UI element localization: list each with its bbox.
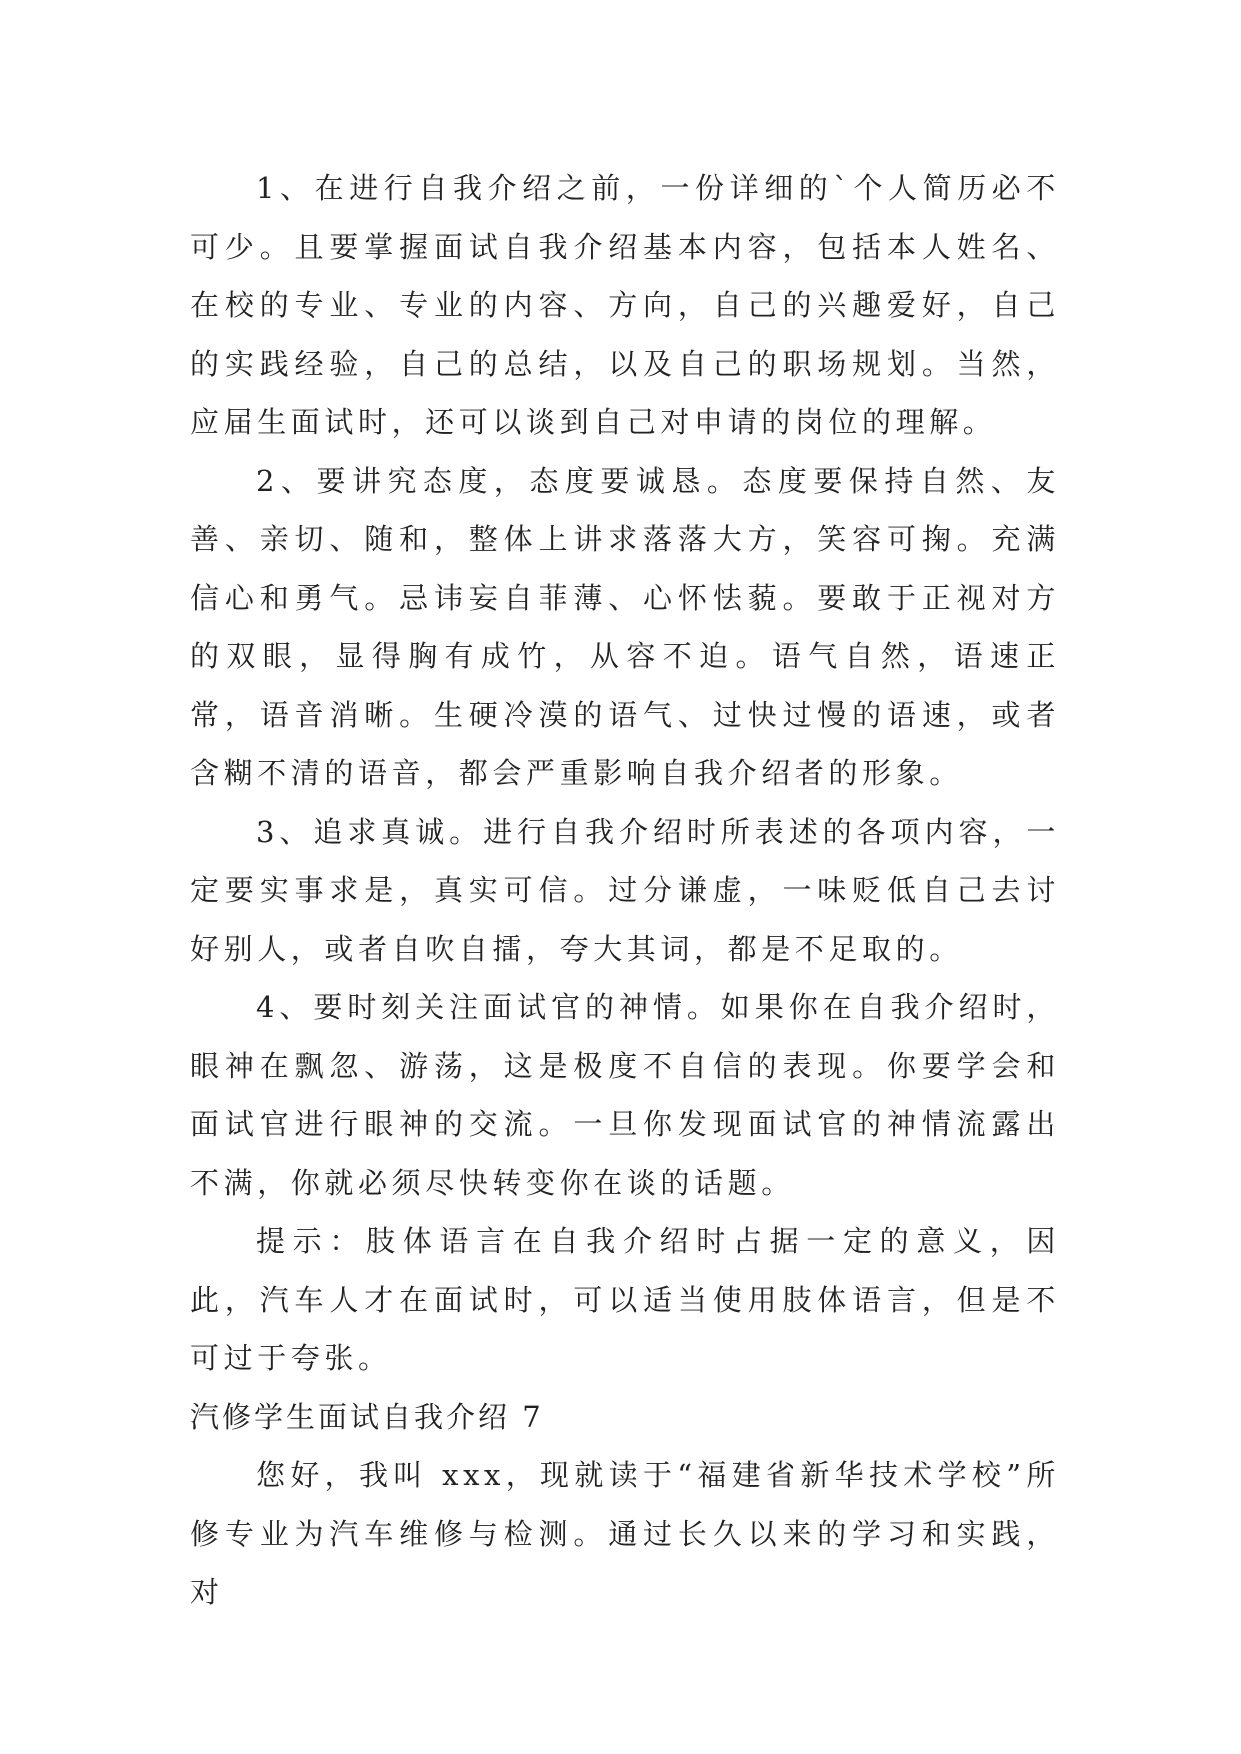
tip-paragraph: 提示：肢体语言在自我介绍时占据一定的意义，因此，汽车人才在面试时，可以适当使用肢体语言，但是不可过于夸张。	[190, 1224, 1060, 1375]
section-title: 汽修学生面试自我介绍 7	[190, 1399, 544, 1434]
document-body	[190, 159, 1060, 1622]
section-paragraph-1: 您好，我叫 xxx，现就读于“福建省新华技术学校”所修专业为汽车维修与检测。通过长久以来的学习和实践，对	[190, 1458, 1060, 1609]
paragraph-1: 1、在进行自我介绍之前，一份详细的`个人简历必不可少。且要掌握面试自我介绍基本内容，包括本人姓名、在校的专业、专业的内容、方向，自己的兴趣爱好，自己的实践经验，自己的总结，以及自己的职场规划。当然，应届生面试时，还可以谈到自己对申请的岗位的理解。	[190, 171, 1060, 439]
paragraph-3: 3、追求真诚。进行自我介绍时所表述的各项内容，一定要实事求是，真实可信。过分谦虚，一味贬低自己去讨好别人，或者自吹自擂，夸大其词，都是不足取的。	[190, 814, 1060, 966]
paragraph-2: 2、要讲究态度，态度要诚恳。态度要保持自然、友善、亲切、随和，整体上讲求落落大方，笑容可掬。充满信心和勇气。忌讳妄自菲薄、心怀怯藐。要敢于正视对方的双眼，显得胸有成竹，从容不迫。语气自然，语速正常，语音消晰。生硬冷漠的语气、过快过慢的语速，或者含糊不清的语音，都会严重影响自我介绍者的形象。	[190, 463, 1060, 790]
paragraph-4: 4、要时刻关注面试官的神情。如果你在自我介绍时，眼神在飘忽、游荡，这是极度不自信的表现。你要学会和面试官进行眼神的交流。一旦你发现面试官的神情流露出不满，你就必须尽快转变你在谈的话题。	[190, 990, 1060, 1200]
